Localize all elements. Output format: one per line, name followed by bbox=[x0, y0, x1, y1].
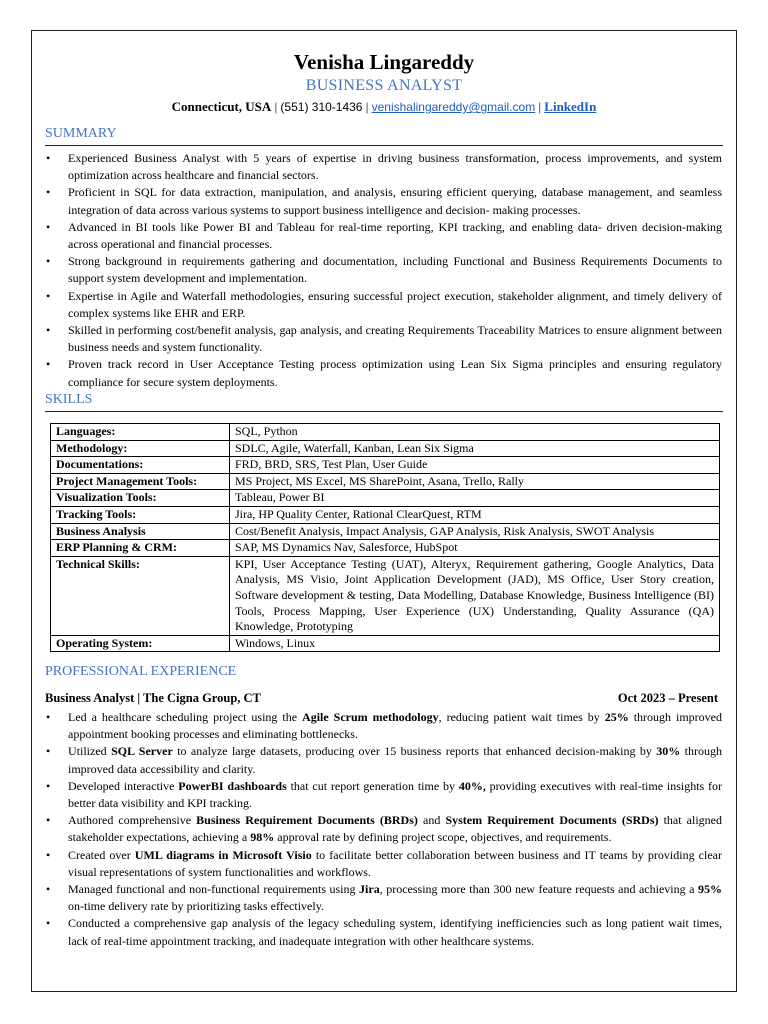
highlight-text: 40%, bbox=[458, 778, 486, 793]
skill-values: KPI, User Acceptance Testing (UAT), Alteryx, Requirement gathering, Google Analytics, Data Analysis, MS Visio, Joint Application Development (JAD), MS Office, User Story creation, Software development & testing, Data Modelling, Database Knowledge, Business Intelligence (BI) Tools, Process Mapping, User Experience (UX) Understanding, Quality Assurance (QA) Knowledge, Prototyping bbox=[230, 556, 720, 635]
skills-row bbox=[51, 523, 720, 540]
body-text: Utilized bbox=[68, 744, 112, 759]
skills-table bbox=[50, 423, 720, 652]
linkedin-link[interactable]: LinkedIn bbox=[544, 99, 597, 114]
highlight-text: Jira bbox=[359, 882, 380, 897]
body-text: providing executives with real-time insights for better data visibility and KPI tracking. bbox=[68, 778, 723, 811]
experience-item bbox=[45, 812, 722, 846]
skills-row bbox=[51, 473, 720, 490]
skills-row bbox=[51, 635, 720, 652]
highlight-text: System Requirement Documents (SRDs) bbox=[445, 813, 659, 828]
experience-item bbox=[45, 847, 722, 881]
experience-item bbox=[45, 915, 722, 949]
skill-category: Languages: bbox=[51, 424, 230, 441]
experience-item bbox=[45, 743, 722, 777]
skills-row bbox=[51, 457, 720, 474]
skill-values: MS Project, MS Excel, MS SharePoint, Asana, Trello, Rally bbox=[230, 473, 720, 490]
skills-row bbox=[51, 424, 720, 441]
body-text: Conducted a comprehensive gap analysis of the legacy scheduling system, identifying inefficiencies such as long patient wait times, lack of real-time appointment tracking, and inadequate integration with other healthcare systems. bbox=[68, 916, 722, 948]
skill-category: Operating System: bbox=[51, 635, 230, 652]
body-text: Developed interactive bbox=[68, 778, 179, 793]
skill-category: Tracking Tools: bbox=[51, 506, 230, 523]
location: Connecticut, USA bbox=[171, 99, 272, 114]
resume-page bbox=[31, 30, 737, 992]
summary-item: • Proven track record in User Acceptance Testing process optimization using Lean Six Sigma principles and ensuring regulatory compliance for secure system deployments. bbox=[45, 356, 722, 390]
body-text: to analyze large datasets, producing over 15 business reports that enhanced decision-making by bbox=[172, 744, 657, 759]
separator: | bbox=[362, 99, 372, 114]
skill-values: SQL, Python bbox=[230, 424, 720, 441]
body-text: Authored comprehensive bbox=[68, 813, 197, 828]
summary-item: • Expertise in Agile and Waterfall methodologies, ensuring successful project execution, stakeholder alignment, and timely delivery of complex systems like EHR and ERP. bbox=[45, 288, 722, 322]
job-header bbox=[45, 691, 718, 706]
skill-category: Technical Skills: bbox=[51, 556, 230, 635]
skills-row bbox=[51, 440, 720, 457]
phone: (551) 310-1436 bbox=[280, 100, 363, 114]
skill-values: FRD, BRD, SRS, Test Plan, User Guide bbox=[230, 457, 720, 474]
body-text: approval rate by defining project scope, objectives, and requirements. bbox=[274, 830, 612, 845]
highlight-text: 95% bbox=[698, 882, 722, 897]
highlight-text: 25% bbox=[604, 710, 629, 724]
summary-item: • Proficient in SQL for data extraction, manipulation, and analysis, ensuring efficient querying, database management, and seamless integration of data across various systems to support business intelligence and decision- making processes. bbox=[45, 184, 722, 218]
body-text: through improved data accessibility and clarity. bbox=[68, 744, 723, 776]
skill-values: SDLC, Agile, Waterfall, Kanban, Lean Six Sigma bbox=[230, 440, 720, 457]
skills-row bbox=[51, 540, 720, 557]
body-text: , reducing patient wait times by bbox=[438, 710, 605, 724]
skill-values: Tableau, Power BI bbox=[230, 490, 720, 507]
highlight-text: Business Requirement Documents (BRDs) bbox=[196, 813, 418, 828]
body-text: that aligned stakeholder expectations, achieving a bbox=[68, 813, 723, 845]
skill-category: Methodology: bbox=[51, 440, 230, 457]
body-text: Managed functional and non-functional requirements using bbox=[68, 882, 360, 897]
skills-heading: SKILLS bbox=[45, 392, 93, 407]
separator: | bbox=[271, 99, 281, 114]
experience-heading: PROFESSIONAL EXPERIENCE bbox=[45, 664, 237, 679]
job-dates: Oct 2023 – Present bbox=[617, 691, 718, 705]
summary-item: • Experienced Business Analyst with 5 years of expertise in driving business transformation, process improvements, and system optimization across healthcare and financial sectors. bbox=[45, 150, 722, 184]
candidate-role: BUSINESS ANALYST bbox=[305, 77, 463, 94]
experience-item bbox=[45, 778, 722, 812]
skills-row bbox=[51, 490, 720, 507]
contact-line bbox=[32, 99, 736, 115]
separator: | bbox=[535, 99, 545, 114]
summary-item: • Strong background in requirements gathering and documentation, including Functional and Business Requirements Documents to support system development and implementation. bbox=[45, 253, 722, 287]
skill-category: Visualization Tools: bbox=[51, 490, 230, 507]
summary-item: • Skilled in performing cost/benefit analysis, gap analysis, and creating Requirements Traceability Matrices to ensure alignment between business needs and system functionality. bbox=[45, 322, 722, 356]
email-link[interactable]: venishalingareddy@gmail.com bbox=[371, 100, 536, 114]
experience-list bbox=[45, 709, 722, 950]
skill-category: ERP Planning & CRM: bbox=[51, 540, 230, 557]
skill-values: Windows, Linux bbox=[230, 635, 720, 652]
skill-values: Jira, HP Quality Center, Rational ClearQuest, RTM bbox=[230, 506, 720, 523]
body-text: that cut report generation time by bbox=[286, 778, 459, 793]
highlight-text: PowerBI dashboards bbox=[178, 778, 287, 793]
skills-rule bbox=[45, 411, 723, 412]
experience-item bbox=[45, 881, 722, 915]
body-text: Led a healthcare scheduling project using the bbox=[68, 710, 303, 724]
job-title: Business Analyst | The Cigna Group, CT bbox=[45, 691, 261, 705]
body-text: Created over bbox=[68, 847, 135, 862]
body-text: , processing more than 300 new feature requests and achieving a bbox=[379, 882, 698, 897]
highlight-text: UML diagrams in Microsoft Visio bbox=[134, 847, 312, 862]
summary-list bbox=[45, 150, 722, 391]
summary-rule bbox=[45, 145, 723, 146]
body-text: and bbox=[417, 813, 446, 828]
skill-values: SAP, MS Dynamics Nav, Salesforce, HubSpot bbox=[230, 540, 720, 557]
skill-values: Cost/Benefit Analysis, Impact Analysis, GAP Analysis, Risk Analysis, SWOT Analysis bbox=[230, 523, 720, 540]
summary-item: • Advanced in BI tools like Power BI and Tableau for real-time reporting, KPI tracking, and enabling data- driven decision-making across operational and financial processes. bbox=[45, 219, 722, 253]
body-text: through improved appointment booking processes and eliminating bottlenecks. bbox=[68, 710, 722, 742]
skills-row bbox=[51, 556, 720, 635]
summary-heading: SUMMARY bbox=[45, 126, 117, 141]
experience-item bbox=[45, 709, 722, 743]
skill-category: Documentations: bbox=[51, 457, 230, 474]
skill-category: Business Analysis bbox=[51, 523, 230, 540]
candidate-name: Venisha Lingareddy bbox=[293, 50, 475, 74]
highlight-text: Agile Scrum methodology bbox=[302, 710, 439, 724]
skill-category: Project Management Tools: bbox=[51, 473, 230, 490]
highlight-text: 98% bbox=[250, 830, 275, 845]
skills-row bbox=[51, 506, 720, 523]
highlight-text: 30% bbox=[656, 744, 681, 759]
body-text: on-time delivery rate by prioritizing tasks effectively. bbox=[68, 899, 324, 914]
body-text: to facilitate better collaboration between business and IT teams by providing clear visual representations of system functionalities and workflows. bbox=[68, 847, 722, 879]
highlight-text: SQL Server bbox=[111, 744, 173, 759]
